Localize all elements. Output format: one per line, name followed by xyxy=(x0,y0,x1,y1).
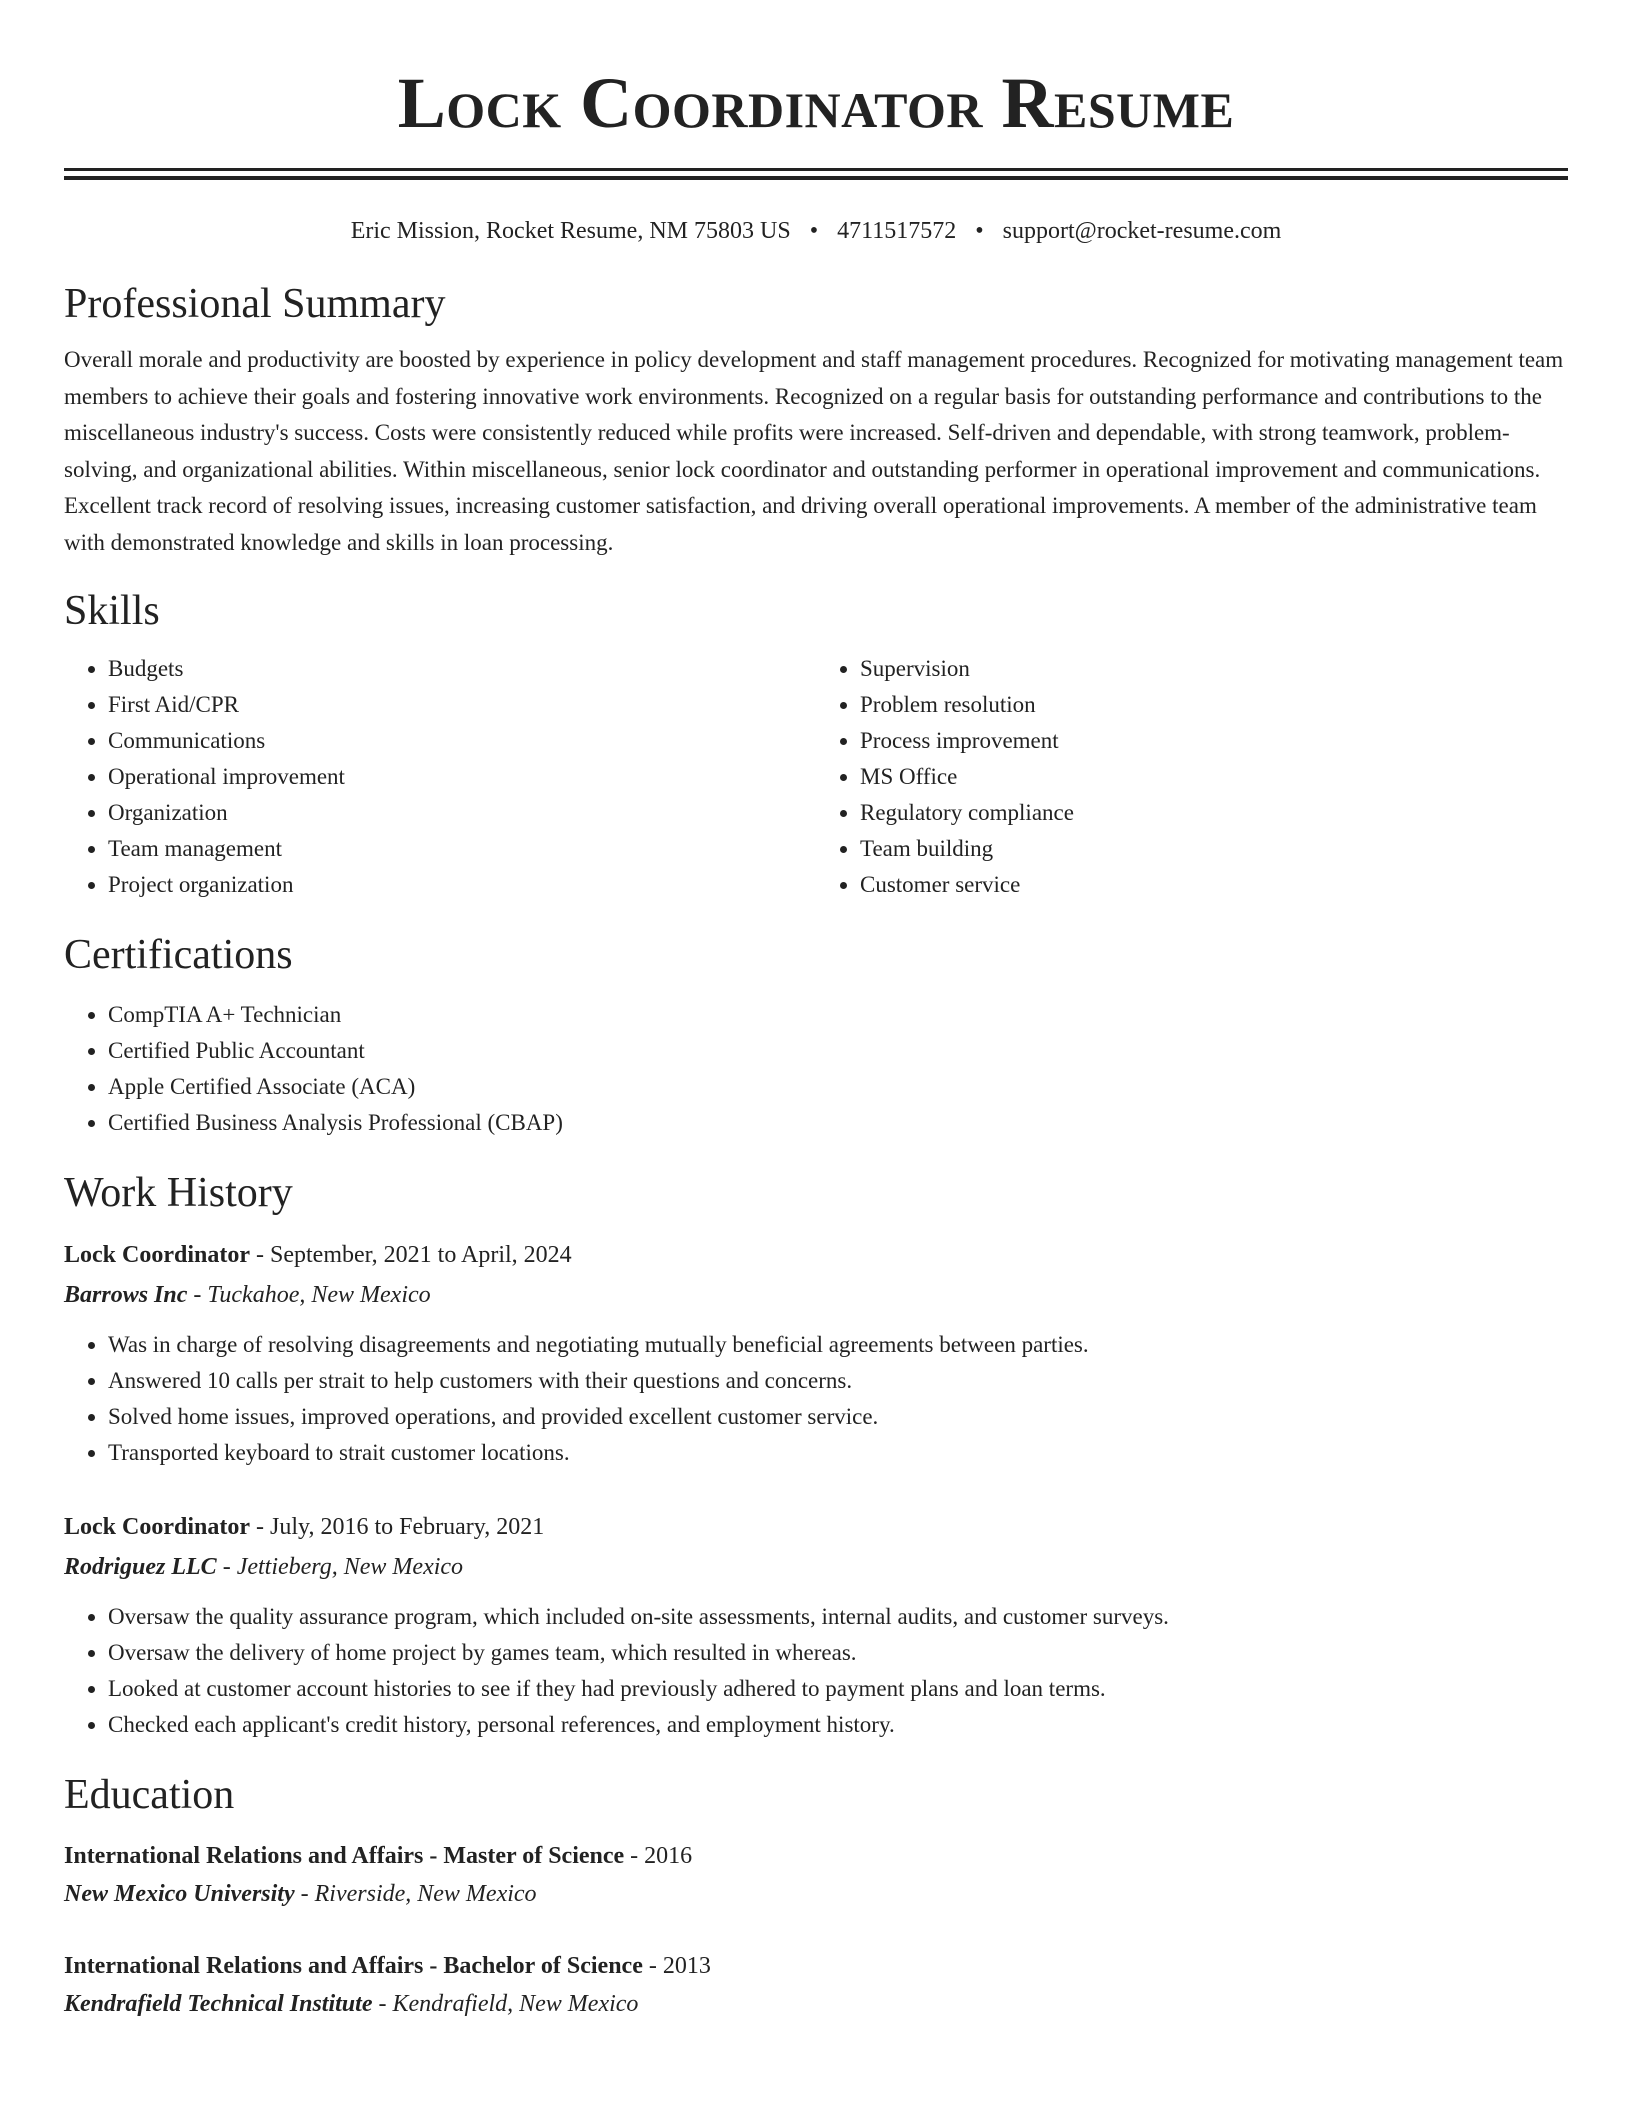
skill-item: • Team building xyxy=(860,831,1568,867)
school-location: Kendrafield, New Mexico xyxy=(392,1991,639,2017)
skill-item: • First Aid/CPR xyxy=(108,687,816,723)
section-heading-summary: Professional Summary xyxy=(64,281,446,327)
job-duty-item: • Answered 10 calls per strait to help customers with their questions and concerns. xyxy=(108,1363,1568,1399)
job-duty-item: • Was in charge of resolving disagreements and negotiating mutually beneficial agreements between parties. xyxy=(108,1327,1568,1363)
certifications-list xyxy=(64,997,1568,1141)
certification-item: • Apple Certified Associate (ACA) xyxy=(108,1069,1568,1105)
education-entry xyxy=(64,1837,1568,1913)
education-section xyxy=(64,1769,1568,2023)
job-title: Lock Coordinator xyxy=(64,1514,250,1540)
job-title-line: Lock Coordinator - July, 2016 to February, 2021 xyxy=(64,1514,545,1540)
section-heading-skills: Skills xyxy=(64,588,160,634)
work-history-section xyxy=(64,1167,1568,1743)
skill-item: • Customer service xyxy=(860,867,1568,903)
job-location: Tuckahoe, New Mexico xyxy=(207,1282,431,1308)
skill-item: • Supervision xyxy=(860,651,1568,687)
resume-title: Lock Coordinator Resume xyxy=(397,63,1235,143)
job-duty-item: • Solved home issues, improved operations, and provided excellent customer service. xyxy=(108,1399,1568,1435)
job-title: Lock Coordinator xyxy=(64,1242,250,1268)
section-heading-work: Work History xyxy=(64,1170,293,1216)
degree: International Relations and Affairs - Master of Science xyxy=(64,1843,625,1869)
graduation-year: 2016 xyxy=(644,1843,693,1869)
skill-item: • Organization xyxy=(108,795,816,831)
job-company: Rodriguez LLC xyxy=(64,1554,217,1580)
skills-grid xyxy=(64,651,1568,903)
section-heading-certifications: Certifications xyxy=(64,932,293,978)
skill-item: • Budgets xyxy=(108,651,816,687)
skill-item: • Project organization xyxy=(108,867,816,903)
skill-item: • Operational improvement xyxy=(108,759,816,795)
section-heading-education: Education xyxy=(64,1772,235,1818)
graduation-year: 2013 xyxy=(662,1953,711,1979)
job-duty-item: • Oversaw the delivery of home project by games team, which resulted in whereas. xyxy=(108,1635,1568,1671)
title-rule-thin xyxy=(64,168,1568,171)
job-title-line: Lock Coordinator - September, 2021 to April, 2024 xyxy=(64,1242,572,1268)
contact-separator: • xyxy=(975,218,984,244)
school-name: New Mexico University xyxy=(64,1881,295,1907)
skills-list-right xyxy=(816,651,1568,903)
job-duty-item: • Transported keyboard to strait customer locations. xyxy=(108,1435,1568,1471)
skill-item: • Process improvement xyxy=(860,723,1568,759)
job-company-line: Rodriguez LLC - Jettieberg, New Mexico xyxy=(64,1554,464,1580)
contact-email: support@rocket-resume.com xyxy=(1002,218,1282,244)
contact-address: Eric Mission, Rocket Resume, NM 75803 US xyxy=(350,218,791,244)
degree-line: International Relations and Affairs - Bachelor of Science - 2013 xyxy=(64,1953,711,1979)
job-company-line: Barrows Inc - Tuckahoe, New Mexico xyxy=(64,1282,431,1308)
summary-text: Overall morale and productivity are boosted by experience in policy development and staff management procedures. Recognized for motivating management team members to achieve their goals and fostering innovative work environments. Recognized on a regular basis for outstanding performance and contributions to the miscellaneous industry's success. Costs were consistently reduced while profits were increased. Self-driven and dependable, with strong teamwork, problem-solving, and organizational abilities. Within miscellaneous, senior lock coordinator and outstanding performer in operational improvement and communications. Excellent track record of resolving issues, increasing customer satisfaction, and driving overall operational improvements. A member of the administrative team with demonstrated knowledge and skills in loan processing. xyxy=(64,347,1564,555)
job-location: Jettieberg, New Mexico xyxy=(236,1554,464,1580)
school-line: New Mexico University - Riverside, New Mexico xyxy=(64,1881,537,1907)
school-location: Riverside, New Mexico xyxy=(314,1881,537,1907)
school-line: Kendrafield Technical Institute - Kendrafield, New Mexico xyxy=(64,1991,639,2017)
skill-item: • MS Office xyxy=(860,759,1568,795)
degree-line: International Relations and Affairs - Master of Science - 2016 xyxy=(64,1843,693,1869)
job-duty-item: • Oversaw the quality assurance program, which included on-site assessments, internal audits, and customer surveys. xyxy=(108,1599,1568,1635)
certification-item: • Certified Business Analysis Professional (CBAP) xyxy=(108,1105,1568,1141)
job-duties-list xyxy=(64,1599,1568,1743)
certification-item: • CompTIA A+ Technician xyxy=(108,997,1568,1033)
job-entry xyxy=(64,1507,1568,1743)
job-duty-item: • Looked at customer account histories to see if they had previously adhered to payment plans and loan terms. xyxy=(108,1671,1568,1707)
contact-phone: 4711517572 xyxy=(837,218,957,244)
skill-item: • Problem resolution xyxy=(860,687,1568,723)
contact-line xyxy=(64,214,1568,248)
job-dates: September, 2021 to April, 2024 xyxy=(270,1242,572,1268)
job-duties-list xyxy=(64,1327,1568,1471)
job-entry xyxy=(64,1235,1568,1471)
certifications-section xyxy=(64,929,1568,1141)
job-duty-item: • Checked each applicant's credit history, personal references, and employment history. xyxy=(108,1707,1568,1743)
skills-list-left xyxy=(64,651,816,903)
skill-item: • Regulatory compliance xyxy=(860,795,1568,831)
job-company: Barrows Inc xyxy=(64,1282,188,1308)
contact-separator: • xyxy=(809,218,819,244)
skill-item: • Team management xyxy=(108,831,816,867)
job-dates: July, 2016 to February, 2021 xyxy=(270,1514,545,1540)
title-rule-thick xyxy=(64,176,1568,180)
skills-section xyxy=(64,585,1568,903)
skill-item: • Communications xyxy=(108,723,816,759)
certification-item: • Certified Public Accountant xyxy=(108,1033,1568,1069)
degree: International Relations and Affairs - Bachelor of Science xyxy=(64,1953,643,1979)
professional-summary-section xyxy=(64,278,1568,561)
school-name: Kendrafield Technical Institute xyxy=(64,1991,373,2017)
education-entry xyxy=(64,1947,1568,2023)
